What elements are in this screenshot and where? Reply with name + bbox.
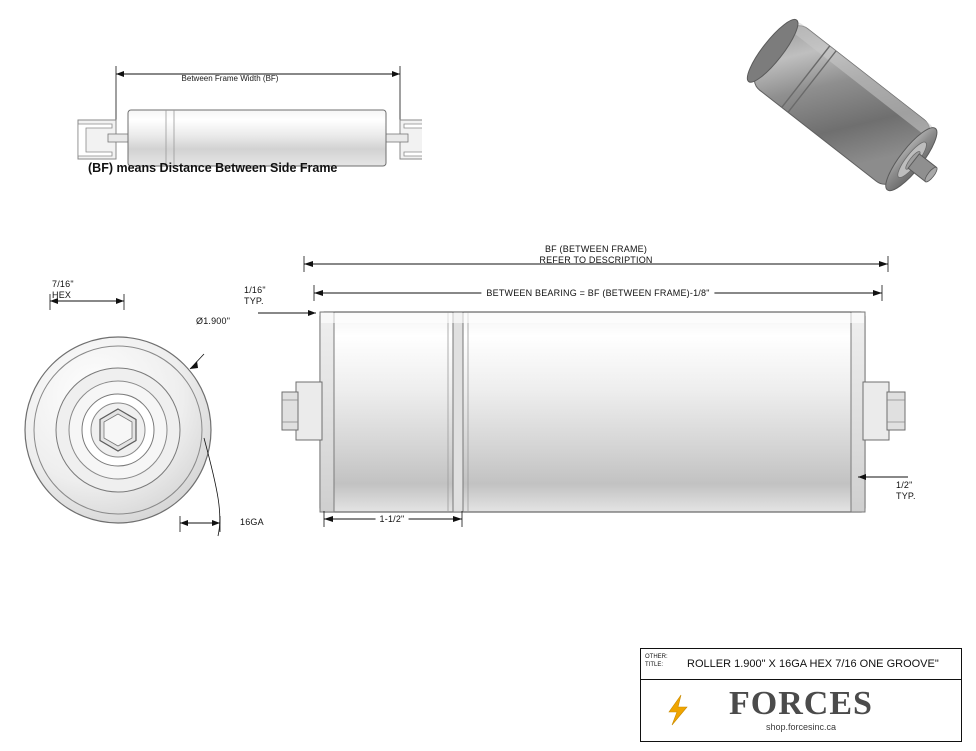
groove-offset-label: 1-1/2" bbox=[376, 514, 409, 524]
bf-line1: BF (BETWEEN FRAME) bbox=[544, 244, 648, 254]
lightning-bolt-icon bbox=[665, 693, 693, 727]
roller-3d-render bbox=[718, 10, 966, 200]
typ-right-line1: 1/2" bbox=[896, 480, 913, 490]
side-view bbox=[268, 300, 918, 530]
logo-website: shop.forcesinc.ca bbox=[765, 722, 837, 732]
bf-dimension-label bbox=[539, 244, 652, 266]
title-block-part-title: ROLLER 1.900" X 16GA HEX 7/16 ONE GROOVE" bbox=[687, 658, 939, 670]
side-view-svg bbox=[268, 300, 918, 530]
typ-left-arrow bbox=[254, 306, 324, 320]
title-block bbox=[640, 648, 962, 742]
diameter-label: Ø1.900" bbox=[196, 316, 231, 326]
between-bearing-label: BETWEEN BEARING = BF (BETWEEN FRAME)-1/8" bbox=[481, 288, 714, 298]
typ-left-line2: TYP. bbox=[244, 296, 264, 306]
hex-word-text: HEX bbox=[52, 290, 72, 300]
inset-caption: (BF) means Distance Between Side Frame bbox=[88, 161, 338, 175]
inset-dimension-label: Between Frame Width (BF) bbox=[181, 74, 279, 83]
typ-left-line1: 1/16" bbox=[244, 285, 266, 295]
typ-right-line2: TYP. bbox=[896, 491, 916, 501]
typ-left-label bbox=[244, 285, 266, 307]
logo-wordmark: FORCES bbox=[729, 685, 873, 722]
render-svg bbox=[718, 10, 966, 200]
hex-dimension-arrows bbox=[44, 290, 184, 312]
inset-between-frame-diagram bbox=[38, 28, 422, 186]
title-block-row bbox=[641, 649, 961, 680]
hex-size-text: 7/16" bbox=[52, 279, 74, 289]
typ-right-arrow bbox=[856, 470, 916, 484]
bf-line2: REFER TO DESCRIPTION bbox=[539, 255, 653, 265]
wall-gauge-label: 16GA bbox=[240, 517, 264, 527]
title-block-field-label: OTHER: TITLE: bbox=[645, 654, 668, 668]
